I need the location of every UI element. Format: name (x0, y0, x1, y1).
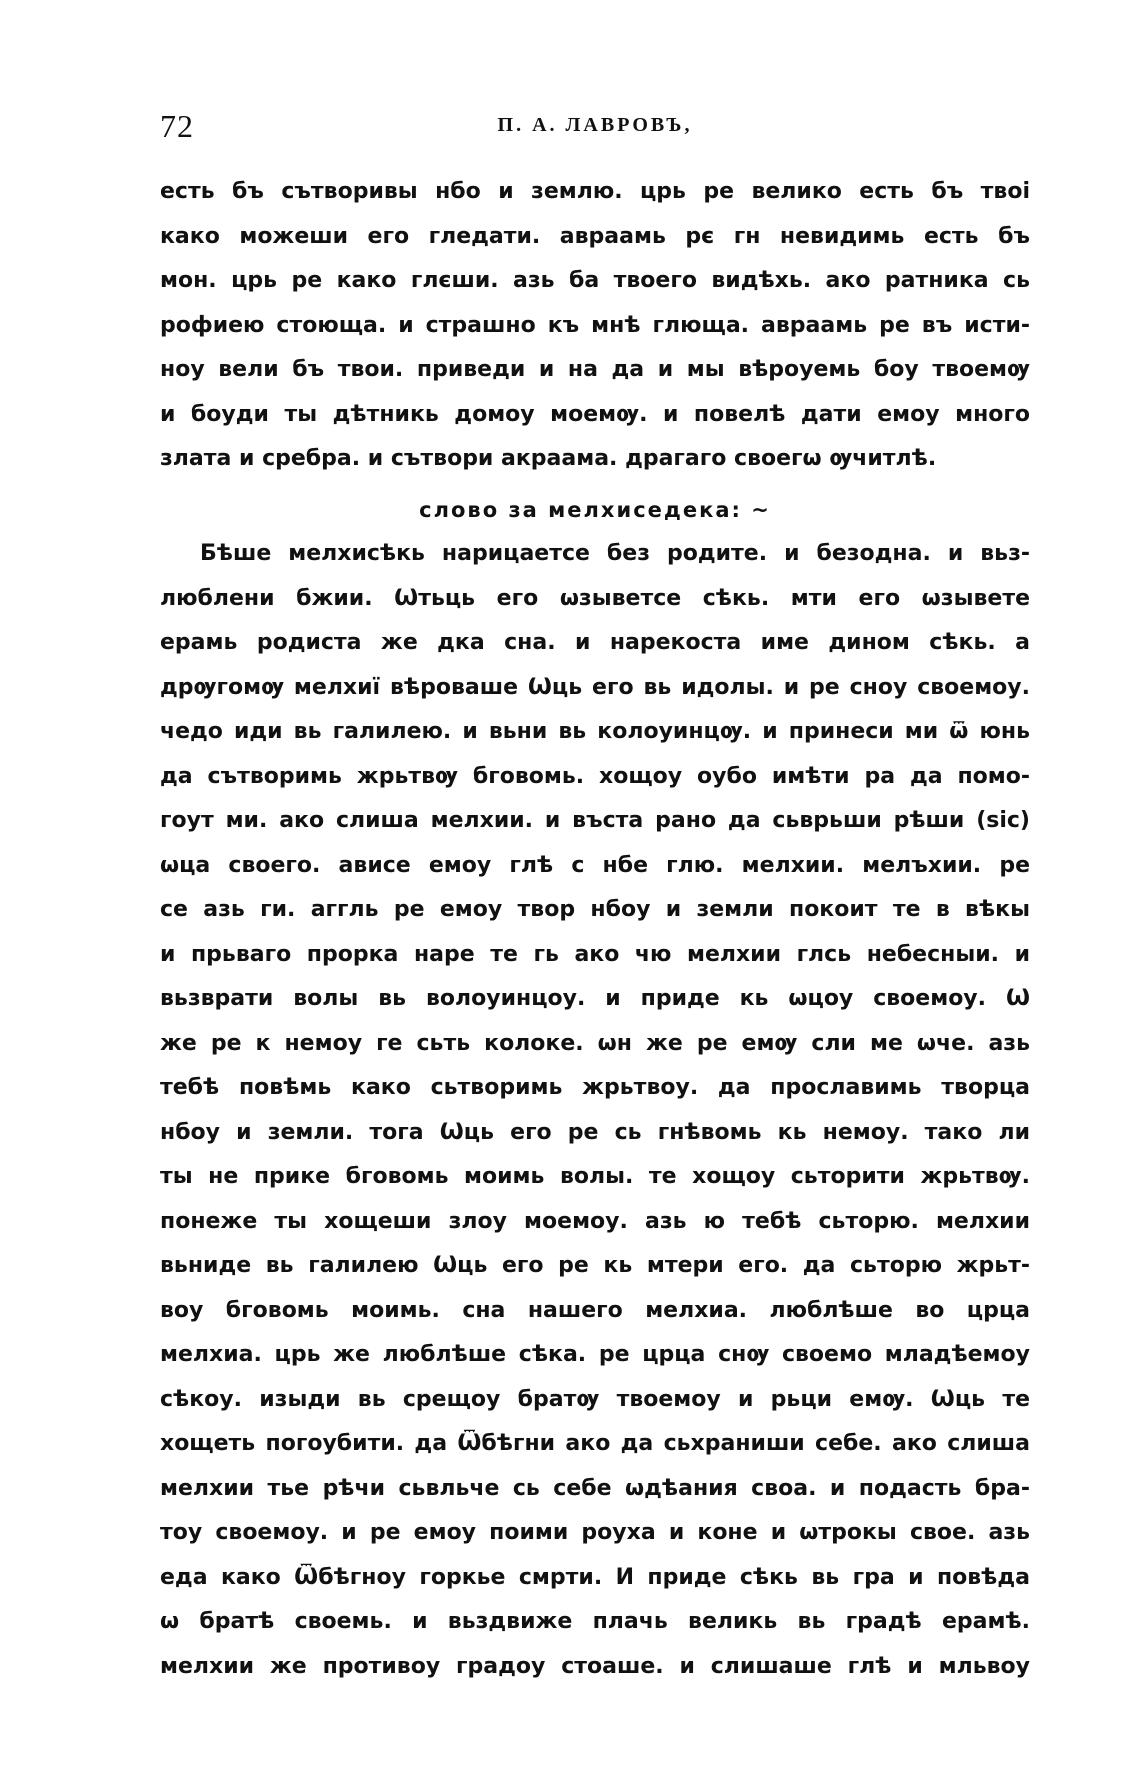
text-line: понеже ты хощеши злоу моемоу. азь ю тебѣ сьторю. мелхии (160, 1208, 1030, 1234)
paragraph-1 (160, 170, 1030, 482)
text-line: рофиею стоюща. и страшно къ мнѣ глюща. авраамь ре въ исти- (160, 312, 1030, 338)
text-line: дрѹгомѹ мелхиї вѣроваше Ѡць его вь идолы. и ре сноу своемоу. (160, 674, 1030, 700)
text-line: Бѣше мелхисѣкь нарицаетсе без родите. и безодна. и вьз- (200, 541, 1030, 566)
text-line: ерамь родиста же дка сна. и нарекоста име дином сѣкь. а (160, 630, 1030, 655)
text-line: и прьваго прорка наре те гь ако чю мелхии глсь небесныи. и (160, 941, 1030, 967)
text-line: вьзврати волы вь волоуинцоу. и приде кь ѡцоу своемоу. Ѡ (160, 986, 1030, 1011)
paragraph-2 (160, 532, 1030, 1689)
text-line: мелхии же противоу градоу стоаше. и слишаше глѣ и мльвоу (160, 1653, 1030, 1679)
text-line: хощеть погоубити. да Ѿбѣгни ако да сьхраниши себе. ако слиша (160, 1431, 1030, 1456)
text-line: чедо иди вь галилею. и вьни вь колоуинцѹ. и принеси ми ѿ юнь (160, 719, 1030, 744)
text-line: же ре к немоу ге сьть колоке. ѡн же ре емѹ сли ме ѡче. азь (160, 1030, 1030, 1056)
text-line: ноу вели бъ твои. приведи и на да и мы вѣроуемь боу твоемѹ (160, 357, 1030, 382)
text-line: да сътворимь жрьтвѹ бговомь. хощоу оубо имѣти ра да помо- (160, 763, 1030, 789)
text-line: како можеши его гледати. авраамь рє гн невидимь есть бъ (160, 223, 1030, 249)
text-line: сѣкоу. изыди вь срещоу братѹ твоемоу и рьци емѹ. Ѡць те (160, 1386, 1030, 1412)
text-line: мелхии тье рѣчи сьвльче сь себе ѡдѣания своа. и подасть бра- (160, 1475, 1030, 1501)
text-line: и боуди ты дѣтникь домоу моемѹ. и повелѣ дати емоу много (160, 401, 1030, 427)
text-line: злата и сребра. и сътвори акраама. драгаго своегѡ ѹчитлѣ. (160, 446, 937, 471)
text-line: тоу своемоу. и ре емоу поими роуха и коне и ѡтрокы свое. азь (160, 1520, 1030, 1545)
section-heading: слово за мелхиседека: ~ (419, 497, 771, 522)
text-line: есть бъ сътворивы нбо и землю. црь ре велико есть бъ твоі (160, 179, 1030, 204)
text-line: ты не прике бговомь моимь волы. те хощоу сьторити жрьтвѹ. (160, 1164, 1030, 1189)
text-line: ѡ братѣ своемь. и вьздвиже плачь великь вь градѣ ерамѣ. (160, 1609, 1030, 1634)
text-line: еда како Ѿбѣгноу горкье смрти. И приде сѣкь вь гра и повѣда (160, 1564, 1030, 1590)
text-line: гоут ми. ако слиша мелхии. и въста рано да сьврьши рѣши (sic) (160, 808, 1030, 833)
text-line: вьниде вь галилею Ѡць его ре кь мтери его. да сьторю жрьт- (160, 1253, 1030, 1278)
text-line: се азь ги. аггль ре емоу твор нбоу и земли покоит те в вѣкы (160, 897, 1030, 922)
text-line: люблени бжии. Ѡтьць его ѡзыветсе сѣкь. мти его ѡзывете (160, 585, 1030, 611)
text-line: мон. црь ре како глєши. азь ба твоего видѣхь. ако ратника сь (160, 268, 1030, 293)
running-head (160, 108, 1030, 148)
text-line: нбоу и земли. тога Ѡць его ре сь гнѣвомь кь немоу. тако ли (160, 1119, 1030, 1145)
text-line: ѡца своего. ависе емоу глѣ с нбе глю. мелхии. мелъхии. ре (160, 852, 1030, 878)
running-title: П. А. ЛАВРОВЪ, (497, 114, 693, 136)
text-line: мелхиа. црь же люблѣше сѣка. ре црца снѹ своемо младѣемоу (160, 1342, 1030, 1367)
text-line: воу бговомь моимь. сна нашего мелхиа. люблѣше во црца (160, 1297, 1030, 1323)
text-line: тебѣ повѣмь како сьтворимь жрьтвоу. да прославимь творца (160, 1075, 1030, 1100)
page-number: 72 (160, 108, 194, 144)
body-text (160, 170, 1030, 1689)
